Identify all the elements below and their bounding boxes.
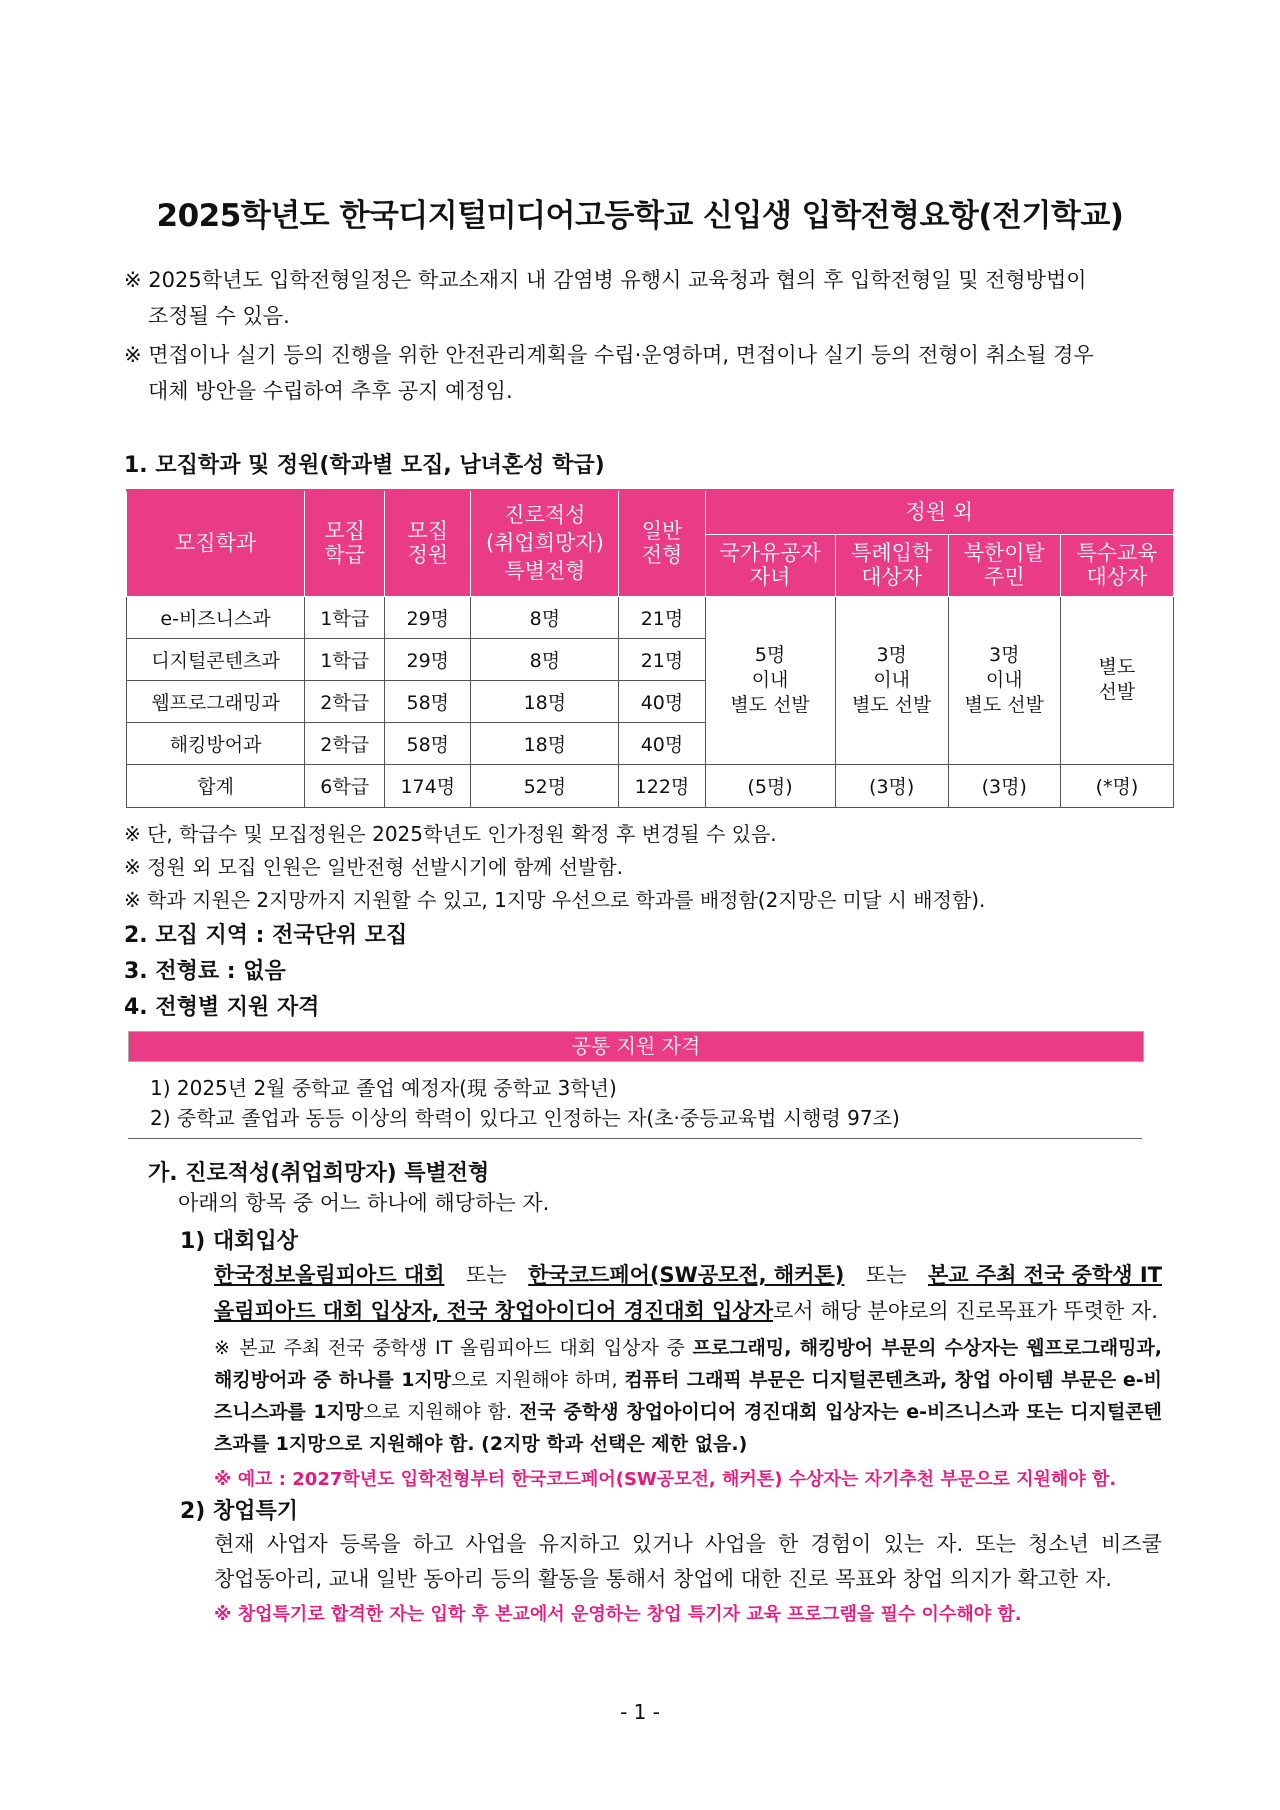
cell-dept: 디지털콘텐츠과 — [127, 638, 305, 680]
sub1-warning: ※ 예고 : 2027학년도 입학전형부터 한국코드페어(SW공모전, 해커톤) 수상자는 자기추천 부문으로 지원해야 함. — [214, 1469, 1117, 1490]
cell-special-admit: (3명) — [835, 764, 948, 807]
header-dept: 모집학과 — [127, 490, 305, 596]
common-item-1: 1) 2025년 2월 중학교 졸업 예정자(現 중학교 3학년) — [150, 1076, 617, 1100]
cell-quota: 58명 — [385, 722, 471, 764]
sub2-warning: ※ 창업특기로 합격한 자는 입학 후 본교에서 운영하는 창업 특기자 교육 프로그램을 필수 이수해야 함. — [214, 1604, 1022, 1625]
note-text: 으로 지원해야 하며, — [451, 1369, 625, 1391]
cell-career: 8명 — [471, 638, 619, 680]
sub1-heading: 1) 대회입상 — [180, 1229, 299, 1254]
header-defector: 북한이탈 주민 — [948, 534, 1060, 596]
section1-heading: 1. 모집학과 및 정원(학과별 모집, 남녀혼성 학급) — [124, 453, 605, 478]
page-title: 2025학년도 한국디지털미디어고등학교 신입생 입학전형요항(전기학교) — [156, 198, 1124, 234]
divider — [128, 1138, 1142, 1139]
cell-classes: 1학급 — [305, 638, 385, 680]
note-bold: 디지털콘텐츠과를 1지망으로 지원해야 함. (2지망 학과 선택은 제한 없음.) — [214, 1401, 1163, 1455]
connector-text: 또는 — [865, 1263, 907, 1287]
cell-general: 122명 — [619, 764, 705, 807]
note-text: 으로 지원해야 함. — [363, 1401, 520, 1423]
sub1-line2 — [214, 1294, 1158, 1328]
note-text: ※ 본교 주최 전국 중학생 IT 올림피아드 대회 입상자 중 — [214, 1337, 693, 1359]
cell-dept: 해킹방어과 — [127, 722, 305, 764]
table-note-1: ※ 단, 학급수 및 모집정원은 2025학년도 인가정원 확정 후 변경될 수 있음. — [124, 822, 777, 846]
connector-text: 또는 — [466, 1263, 507, 1287]
common-qualification-bar: 공통 지원 자격 — [128, 1031, 1144, 1062]
note-bold: 해킹방어과 중 하나를 1지망 — [214, 1369, 452, 1391]
cell-special-edu: 별도 선발 — [1060, 596, 1173, 764]
codefair-term: 한국코드페어(SW공모전, 해커톤) — [528, 1263, 845, 1287]
cell-special-admit: 3명 이내 별도 선발 — [835, 596, 948, 764]
header-general: 일반 전형 — [619, 490, 705, 596]
cell-quota: 29명 — [385, 596, 471, 638]
table-row — [127, 596, 1174, 638]
sub2-heading: 2) 창업특기 — [180, 1499, 299, 1524]
olympiad-term: 한국정보올림피아드 대회 — [214, 1263, 445, 1287]
note-bold: 프로그래밍, 해킹방어 부문의 수상자는 웹프로그래밍과, — [692, 1337, 1162, 1359]
cell-dept: e-비즈니스과 — [127, 596, 305, 638]
cell-veterans: 5명 이내 별도 선발 — [705, 596, 835, 764]
cell-career: 52명 — [471, 764, 619, 807]
header-special-admit: 특례입학 대상자 — [835, 534, 948, 596]
cell-general: 21명 — [619, 638, 705, 680]
cell-veterans: (5명) — [705, 764, 835, 807]
cell-quota: 29명 — [385, 638, 471, 680]
cell-dept: 웹프로그래밍과 — [127, 680, 305, 722]
recruitment-table — [126, 489, 1174, 808]
note-bold: 컴퓨터 그래픽 부문은 디지털콘텐츠과, 창업 아이템 부문은 — [624, 1369, 1117, 1391]
it-olympiad-term: 본교 주최 전국 중학생 IT — [928, 1263, 1162, 1287]
header-extra: 정원 외 — [705, 490, 1173, 534]
header-quota: 모집 정원 — [385, 490, 471, 596]
cell-classes: 2학급 — [305, 722, 385, 764]
header-career: 진로적성 (취업희망자) 특별전형 — [471, 490, 619, 596]
cell-career: 8명 — [471, 596, 619, 638]
sub1-note — [214, 1332, 1162, 1460]
table-total-row — [127, 764, 1174, 807]
cell-general: 21명 — [619, 596, 705, 638]
cell-career: 18명 — [471, 722, 619, 764]
section4-heading: 4. 전형별 지원 자격 — [124, 995, 320, 1020]
intro-note-1: ※ 2025학년도 입학전형일정은 학교소재지 내 감염병 유행시 교육청과 협의 후 입학전형일 및 전형방법이 — [124, 268, 1087, 292]
sub1-line2-text: 로서 해당 분야로의 진로목표가 뚜렷한 자. — [773, 1299, 1158, 1323]
intro-note-2-cont: 대체 방안을 수립하여 추후 공지 예정임. — [148, 379, 513, 403]
cell-special-edu: (*명) — [1060, 764, 1173, 807]
cell-classes: 1학급 — [305, 596, 385, 638]
note-bold: 전국 중학생 창업아이디어 경진대회 입상자는 e-비즈니스과 또는 — [519, 1401, 1064, 1423]
section-ga-desc: 아래의 항목 중 어느 하나에 해당하는 자. — [178, 1191, 550, 1215]
page-number: - 1 - — [620, 1700, 660, 1724]
section-ga-heading: 가. 진로적성(취업희망자) 특별전형 — [148, 1161, 490, 1186]
cell-classes: 6학급 — [305, 764, 385, 807]
intro-note-2: ※ 면접이나 실기 등의 진행을 위한 안전관리계획을 수립·운영하며, 면접이나 실기 등의 전형이 취소될 경우 — [124, 343, 1094, 367]
section3-heading: 3. 전형료 : 없음 — [124, 959, 286, 984]
cell-defector: (3명) — [948, 764, 1060, 807]
winners-term: 올림피아드 대회 입상자, 전국 창업아이디어 경진대회 입상자 — [214, 1299, 773, 1323]
cell-dept: 합계 — [127, 764, 305, 807]
section2-heading: 2. 모집 지역 : 전국단위 모집 — [124, 923, 408, 948]
table-note-3: ※ 학과 지원은 2지망까지 지원할 수 있고, 1지망 우선으로 학과를 배정함(2지망은 미달 시 배정함). — [124, 888, 986, 912]
table-note-2: ※ 정원 외 모집 인원은 일반전형 선발시기에 함께 선발함. — [124, 855, 624, 879]
cell-defector: 3명 이내 별도 선발 — [948, 596, 1060, 764]
common-item-2: 2) 중학교 졸업과 동등 이상의 학력이 있다고 인정하는 자(초·중등교육법 시행령 97조) — [150, 1106, 900, 1130]
cell-career: 18명 — [471, 680, 619, 722]
cell-general: 40명 — [619, 680, 705, 722]
cell-general: 40명 — [619, 722, 705, 764]
sub1-line1 — [214, 1258, 1162, 1292]
cell-classes: 2학급 — [305, 680, 385, 722]
sub2-line2: 창업동아리, 교내 일반 동아리 등의 활동을 통해서 창업에 대한 진로 목표와 창업 의지가 확고한 자. — [214, 1567, 1112, 1591]
cell-quota: 174명 — [385, 764, 471, 807]
header-veterans: 국가유공자 자녀 — [705, 534, 835, 596]
header-special-edu: 특수교육 대상자 — [1060, 534, 1173, 596]
note-bold: e-비즈니스과를 1지망 — [214, 1369, 1162, 1423]
sub2-line1: 현재 사업자 등록을 하고 사업을 유지하고 있거나 사업을 한 경험이 있는 자. 또는 청소년 비즈쿨 — [214, 1532, 1162, 1556]
intro-note-1-cont: 조정될 수 있음. — [148, 304, 290, 328]
header-classes: 모집 학급 — [305, 490, 385, 596]
cell-quota: 58명 — [385, 680, 471, 722]
